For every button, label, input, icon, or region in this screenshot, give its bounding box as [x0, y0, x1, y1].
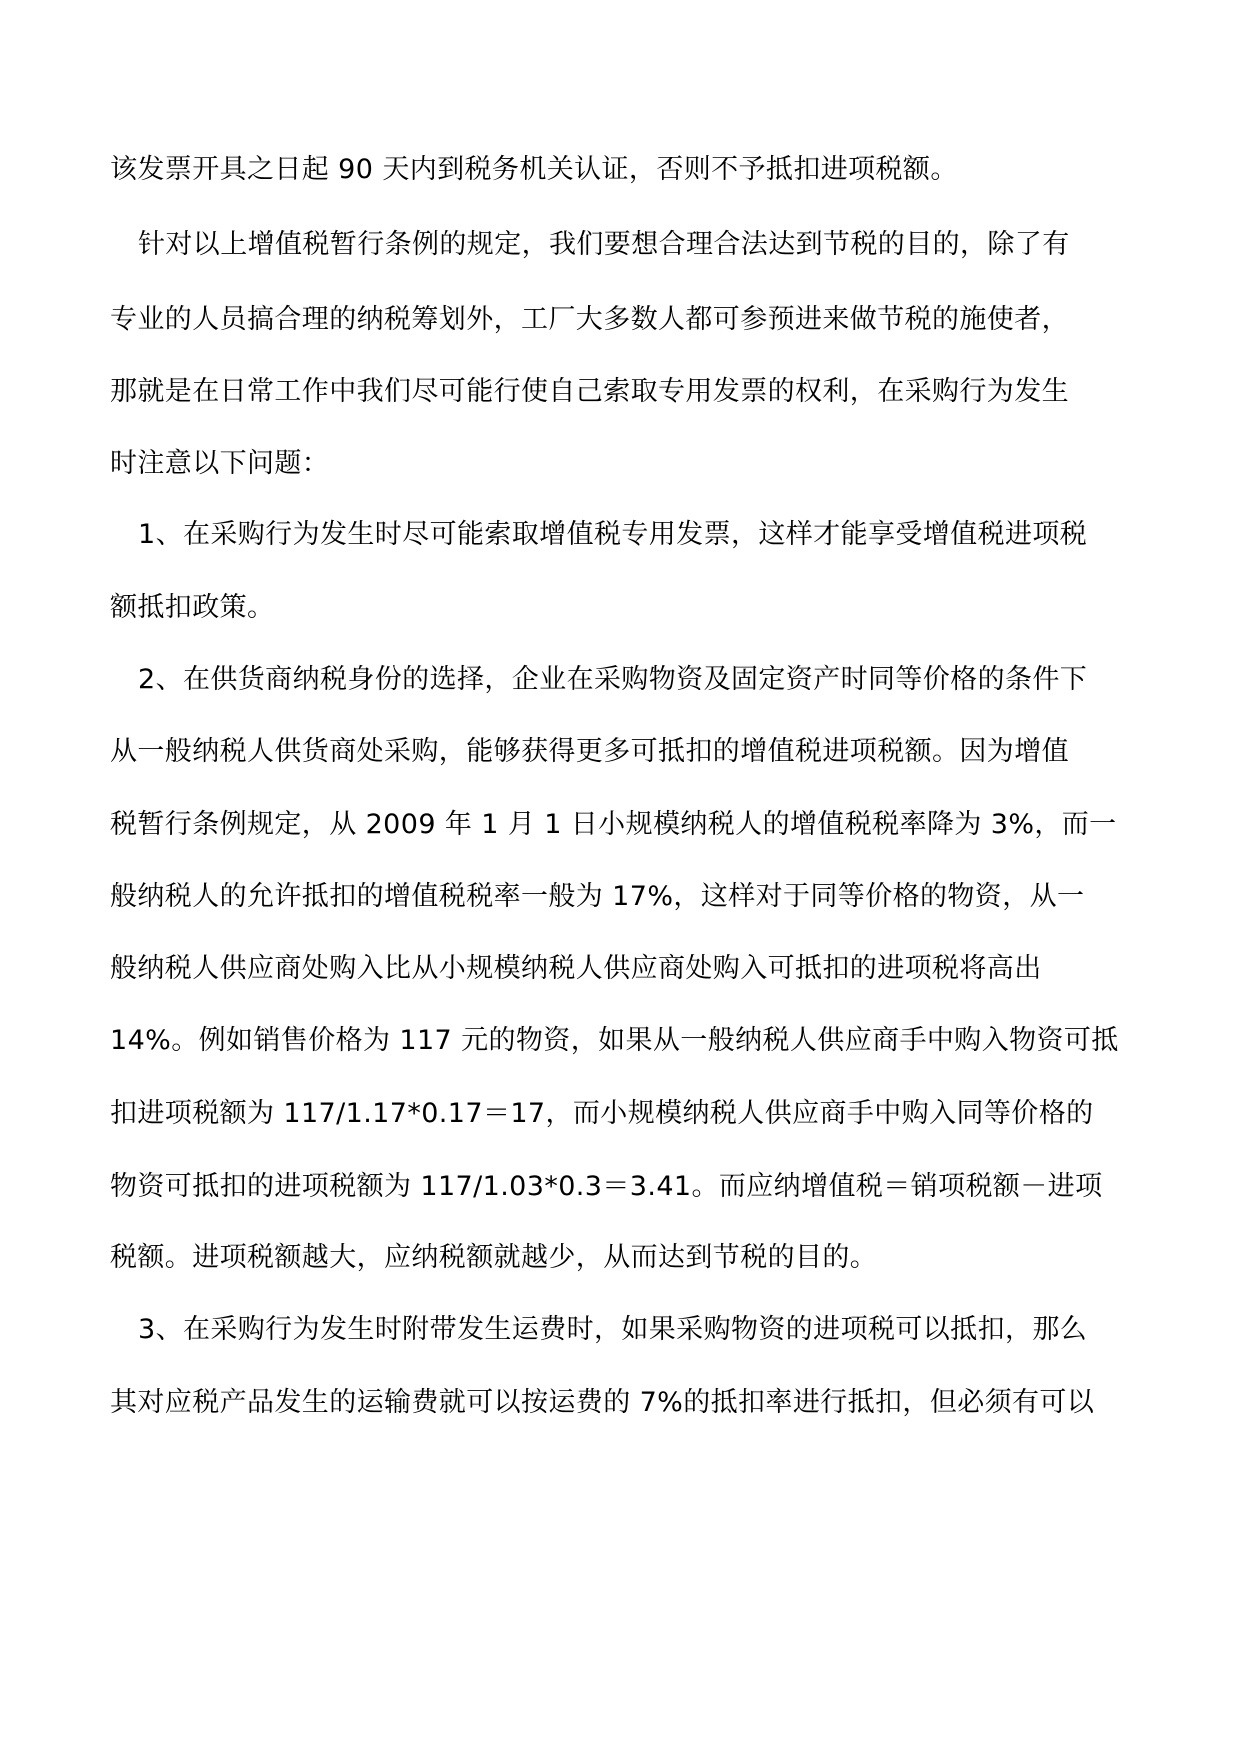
text-line: 那就是在日常工作中我们尽可能行使自己索取专用发票的权利，在采购行为发生 — [110, 376, 1069, 407]
text-line: 额抵扣政策。 — [110, 592, 275, 623]
text-line: 专业的人员搞合理的纳税筹划外，工厂大多数人都可参预进来做节税的施使者， — [110, 304, 1069, 335]
text-line: 扣进项税额为 117/1.17*0.17＝17，而小规模纳税人供应商手中购入同等价格的 — [110, 1098, 1094, 1129]
text-line: 14%。例如销售价格为 117 元的物资，如果从一般纳税人供应商手中购入物资可抵 — [110, 1025, 1119, 1056]
text-line: 物资可抵扣的进项税额为 117/1.03*0.3＝3.41。而应纳增值税＝销项税额－进项 — [110, 1171, 1103, 1202]
list-item-3-first-line: 3、在采购行为发生时附带发生运费时，如果采购物资的进项税可以抵扣，那么 — [138, 1314, 1088, 1345]
list-item-2-first-line: 2、在供货商纳税身份的选择，企业在采购物资及固定资产时同等价格的条件下 — [138, 664, 1088, 695]
text-line: 税额。进项税额越大，应纳税额就越少，从而达到节税的目的。 — [110, 1242, 878, 1273]
list-item-1-first-line: 1、在采购行为发生时尽可能索取增值税专用发票，这样才能享受增值税进项税 — [138, 519, 1088, 550]
text-line: 该发票开具之日起 90 天内到税务机关认证，否则不予抵扣进项税额。 — [110, 154, 958, 185]
text-line: 其对应税产品发生的运输费就可以按运费的 7%的抵扣率进行抵扣，但必须有可以 — [110, 1387, 1095, 1418]
text-line: 般纳税人供应商处购入比从小规模纳税人供应商处购入可抵扣的进项税将高出 — [110, 953, 1042, 984]
text-line: 时注意以下问题： — [110, 448, 330, 479]
text-line: 般纳税人的允许抵扣的增值税税率一般为 17%，这样对于同等价格的物资，从一 — [110, 881, 1085, 912]
paragraph-first-line: 针对以上增值税暂行条例的规定，我们要想合理合法达到节税的目的，除了有 — [138, 229, 1070, 260]
text-line: 从一般纳税人供货商处采购，能够获得更多可抵扣的增值税进项税额。因为增值 — [110, 736, 1069, 767]
text-line: 税暂行条例规定，从 2009 年 1 月 1 日小规模纳税人的增值税税率降为 3%，而一 — [110, 809, 1117, 840]
